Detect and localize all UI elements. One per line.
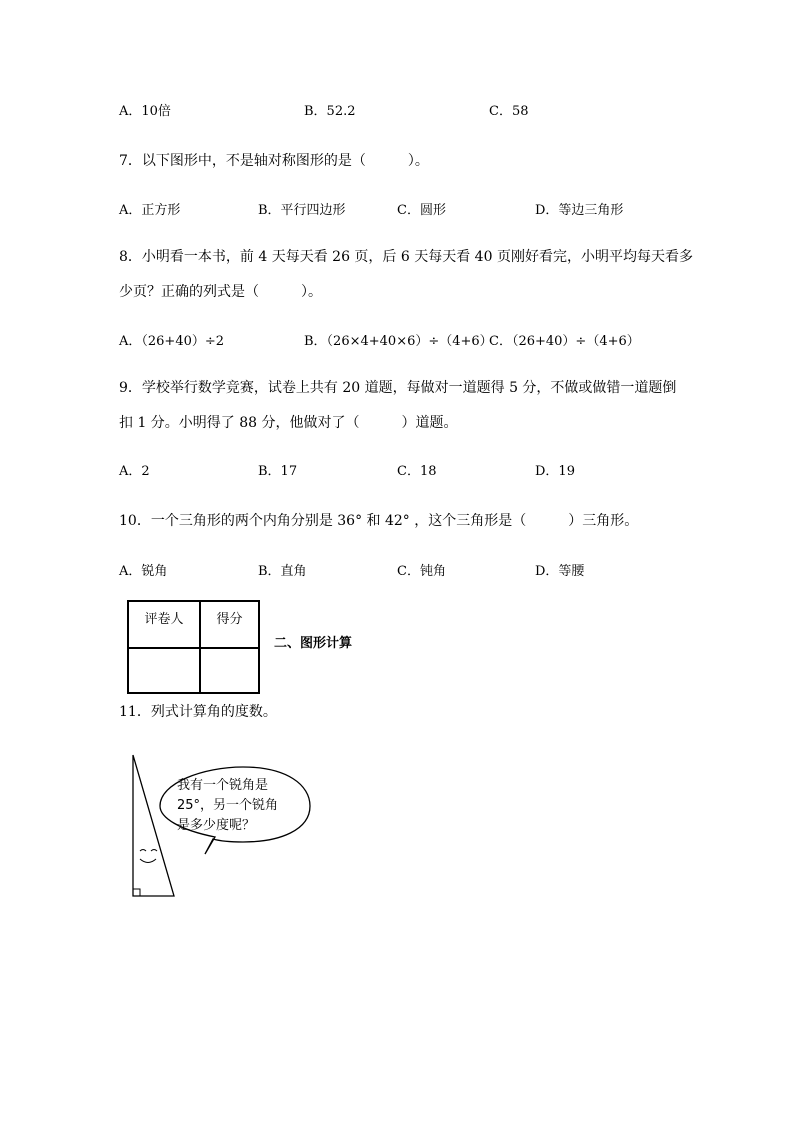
q9-option-d: D．19 (535, 464, 575, 479)
q8-option-a: A．（26+40）÷2 (119, 334, 225, 349)
q6-option-b: B．52.2 (304, 104, 356, 119)
bubble-text-line3: 是多少度呢？ (177, 818, 256, 833)
q9-option-a: A．2 (119, 464, 150, 479)
bubble-text-line1: 我有一个锐角是 (177, 778, 269, 793)
q8-stem-line1: 8．小明看一本书，前 4 天每天看 26 页，后 6 天每天看 40 页刚好看完，小明平均每天看多 (119, 249, 693, 265)
score-table-header-score: 得分 (216, 612, 243, 627)
q6-option-a: A．10倍 (119, 104, 171, 119)
q9-option-c: C．18 (397, 464, 437, 479)
score-table-hdivider (129, 647, 258, 649)
q8-option-b: B．（26×4+40×6）÷（4+6） (304, 334, 493, 349)
q10-option-a: A．锐角 (119, 564, 168, 579)
q6-option-c: C．58 (489, 104, 529, 119)
q10-option-c: C．钝角 (397, 564, 446, 579)
right-angle-mark (133, 889, 140, 896)
q8-option-c: C．（26+40）÷（4+6） (489, 334, 640, 349)
bubble-text-line2: 25°，另一个锐角 (177, 798, 279, 813)
q7-option-a: A．正方形 (119, 203, 181, 218)
q7-option-d: D．等边三角形 (535, 203, 624, 218)
q11-stem: 11．列式计算角的度数。 (119, 704, 277, 720)
q7-option-b: B．平行四边形 (258, 203, 346, 218)
right-eye-icon (151, 850, 157, 852)
q8-stem-line2: 少页？正确的列式是（ ）。 (119, 284, 322, 300)
q10-option-d: D．等腰 (535, 564, 585, 579)
score-table (127, 600, 260, 694)
q10-stem: 10．一个三角形的两个内角分别是 36° 和 42° ，这个三角形是（ ）三角形。 (119, 513, 639, 529)
left-eye-icon (140, 850, 146, 852)
q7-stem: 7．以下图形中，不是轴对称图形的是（ ）。 (119, 153, 429, 169)
smile-mouth-icon (140, 859, 156, 863)
q10-option-b: B．直角 (258, 564, 307, 579)
q9-stem-line2: 扣 1 分。小明得了 88 分，他做对了（ ）道题。 (119, 415, 458, 431)
triangle-figure (125, 750, 325, 906)
q9-option-b: B．17 (258, 464, 298, 479)
right-triangle-shape (133, 755, 174, 896)
q7-option-c: C．圆形 (397, 203, 446, 218)
q9-stem-line1: 9．学校举行数学竞赛，试卷上共有 20 道题，每做对一道题得 5 分，不做或做错一道题倒 (119, 380, 677, 396)
section-title: 二、图形计算 (274, 636, 353, 651)
score-table-header-grader: 评卷人 (144, 612, 184, 627)
